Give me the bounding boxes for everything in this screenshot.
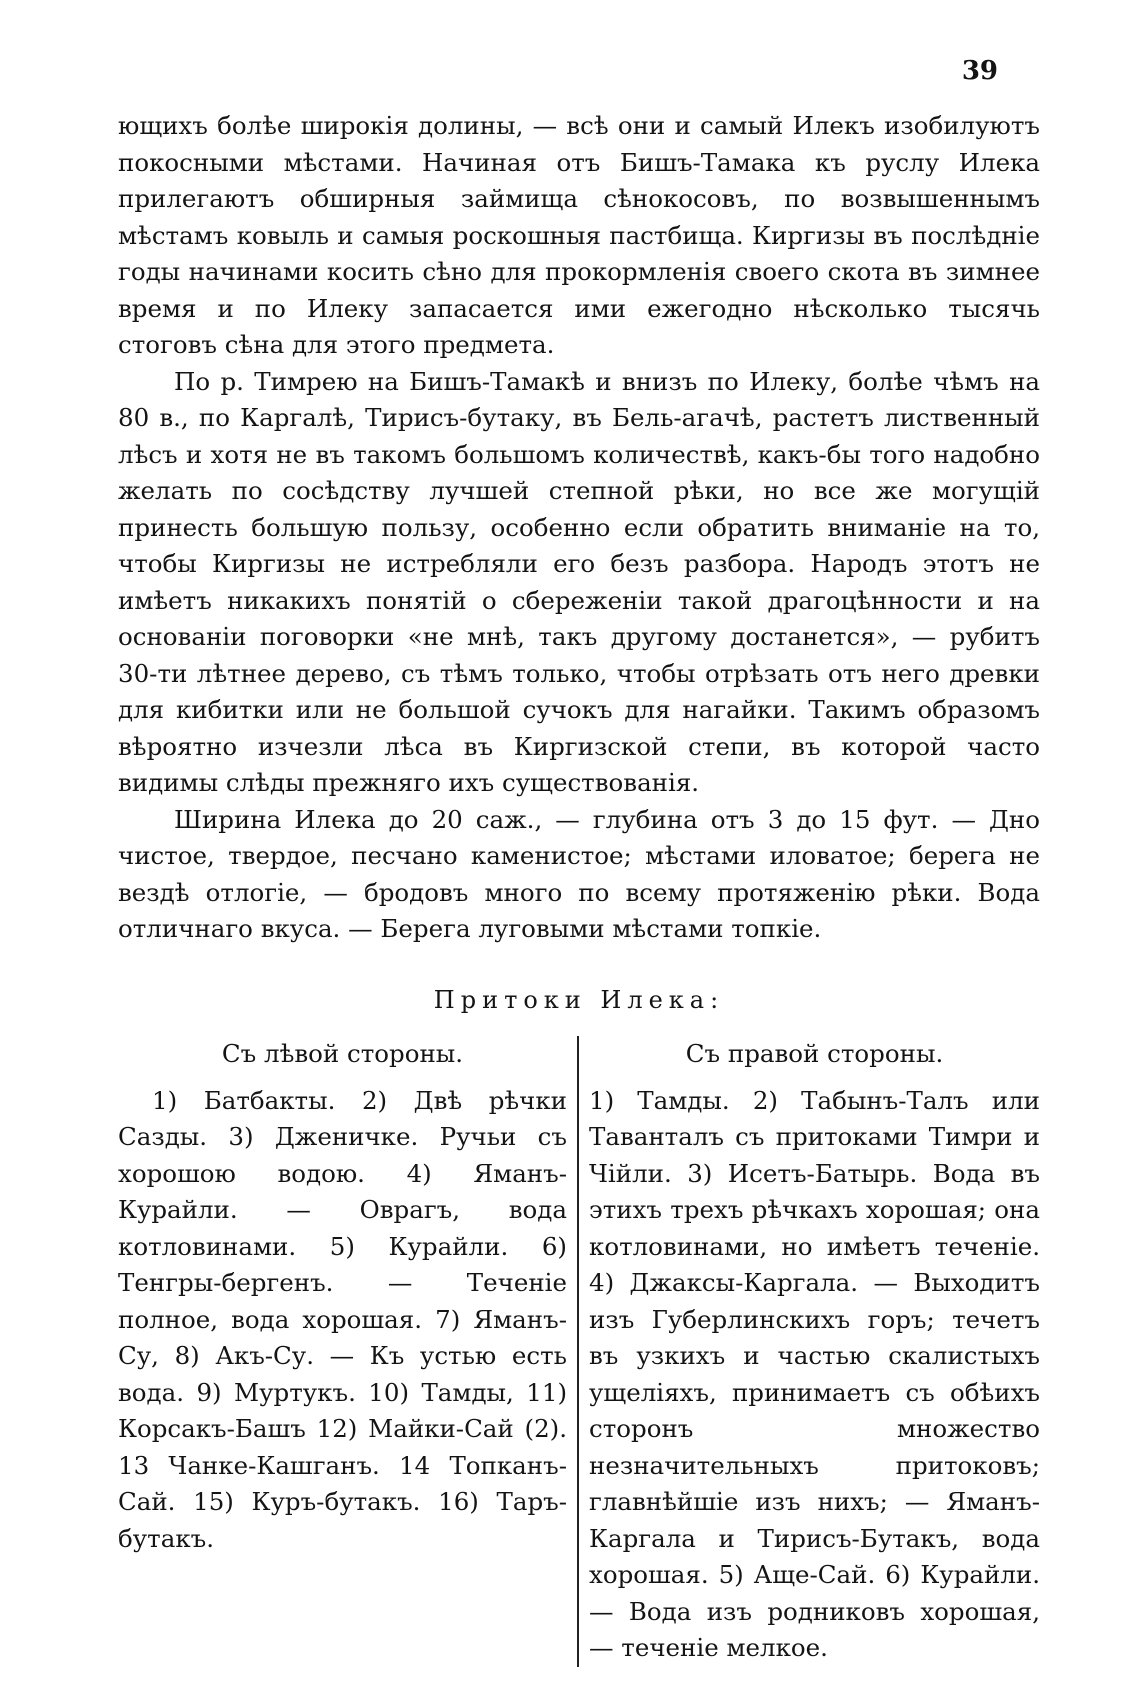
page-number: 39 — [961, 56, 998, 86]
paragraph-width: Ширина Илека до 20 саж., — глубина отъ 3 до 15 фут. — Дно чистое, твердое, песчано каменистое; мѣстами иловатое; берега не вездѣ отлогіе, — бродовъ много по всему протяженію рѣки. Вода отличнаго вкуса. — Берега луговыми мѣстами топкіе. — [118, 804, 1040, 943]
tributaries-columns — [118, 1036, 1040, 1667]
left-column — [118, 1036, 579, 1667]
right-column-heading: Съ правой стороны. — [685, 1039, 944, 1068]
section-title: Притоки Илека: — [433, 985, 725, 1014]
left-column-heading: Съ лѣвой стороны. — [221, 1039, 464, 1068]
paragraph-meadows: ющихъ болѣе широкія долины, — всѣ они и самый Илекъ изобилуютъ покосными мѣстами. Начиная отъ Бишъ-Тамака къ руслу Илека прилегаютъ обширныя займища сѣнокосовъ, по возвышеннымъ мѣстамъ ковыль и самыя роскошныя пастбища. Киргизы въ послѣдніе годы начинами косить сѣно для прокормленія своего скота въ зимнее время и по Илеку запасается ими ежегодно нѣсколько тысячь стоговъ сѣна для этого предмета. — [118, 111, 1040, 359]
page-body — [118, 108, 1040, 1667]
right-column-text: 1) Тамды. 2) Табынъ-Талъ или Таванталъ съ притоками Тимри и Чійли. 3) Исетъ-Батырь. Вода въ этихъ трехъ рѣчкахъ хорошая; она котловинами, но имѣетъ теченіе. 4) Джаксы-Каргала. — Выходитъ изъ Губерлинскихъ горъ; течетъ въ узкихъ и частью скалистыхъ ущеліяхъ, принимаетъ съ обѣихъ сторонъ множество незначительныхъ притоковъ; главнѣйшіе изъ нихъ; — Яманъ-Каргала и Тирисъ-Бутакъ, вода хорошая. 5) Аще-Сай. 6) Курайли. — Вода изъ родниковъ хорошая, — теченіе мелкое. — [589, 1085, 1040, 1662]
left-column-text: 1) Батбакты. 2) Двѣ рѣчки Сазды. 3) Дженичке. Ручьи съ хорошою водою. 4) Яманъ-Курайли. — Оврагъ, вода котловинами. 5) Курайли. 6) Тенгры-бергенъ. — Теченіе полное, вода хорошая. 7) Яманъ-Су, 8) Акъ-Су. — Къ устью есть вода. 9) Муртукъ. 10) Тамды, 11) Корсакъ-Башъ 12) Майки-Сай (2). 13 Чанке-Кашганъ. 14 Топканъ-Сай. 15) Куръ-бутакъ. 16) Таръ-бутакъ. — [118, 1085, 567, 1553]
right-column — [579, 1036, 1040, 1667]
paragraph-forest: По р. Тимрею на Бишъ-Тамакѣ и внизъ по Илеку, болѣе чѣмъ на 80 в., по Каргалѣ, Тирисъ-бутаку, въ Бель-агачѣ, растетъ лиственный лѣсъ и хотя не въ такомъ большомъ количествѣ, какъ-бы того надобно желать по сосѣдству лучшей степной рѣки, но все же могущій принесть большую пользу, особенно если обратить вниманіе на то, чтобы Киргизы не истребляли его безъ разбора. Народъ этотъ не имѣетъ никакихъ понятій о сбереженіи такой драгоцѣнности и на основаніи поговорки «не мнѣ, такъ другому достанется», — рубитъ 30-ти лѣтнее дерево, съ тѣмъ только, чтобы отрѣзать отъ него древки для кибитки или не большой сучокъ для нагайки. Такимъ образомъ вѣроятно изчезли лѣса въ Киргизской степи, въ которой часто видимы слѣды прежняго ихъ существованія. — [118, 366, 1040, 797]
